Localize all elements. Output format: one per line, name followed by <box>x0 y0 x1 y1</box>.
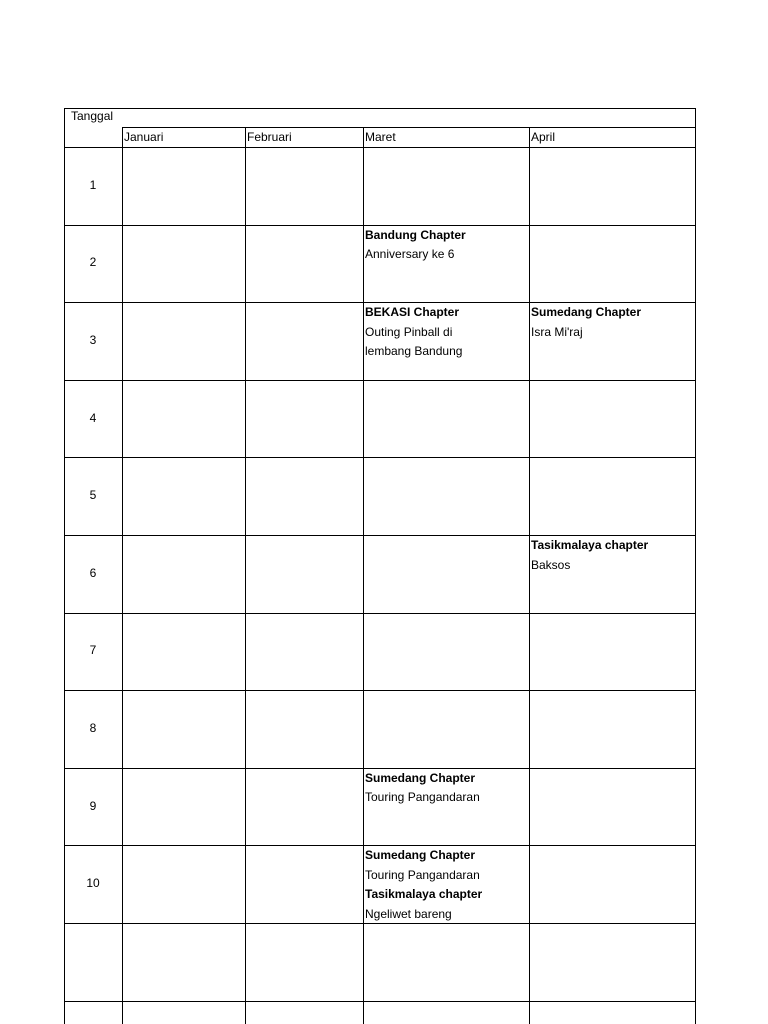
row-day-number: 2 <box>89 255 97 269</box>
event-line: Sumedang Chapter <box>365 848 476 862</box>
grid-hline <box>64 147 696 148</box>
event-line: Tasikmalaya chapter <box>365 887 483 901</box>
grid-hline <box>64 690 696 691</box>
grid-vline <box>529 127 530 1024</box>
event-line: Sumedang Chapter <box>531 305 642 319</box>
month-header: Januari <box>124 130 164 144</box>
row-day-number: 3 <box>89 333 97 347</box>
event-line: Isra Mi'raj <box>531 325 583 339</box>
event-line: Tasikmalaya chapter <box>531 538 649 552</box>
event-line: Bandung Chapter <box>365 228 466 242</box>
grid-vline <box>245 127 246 1024</box>
grid-hline <box>64 1001 696 1002</box>
row-day-number: 8 <box>89 721 97 735</box>
event-line: Ngeliwet bareng <box>365 907 452 921</box>
event-line: lembang Bandung <box>365 344 463 358</box>
month-header: April <box>531 130 556 144</box>
row-day-number: 7 <box>89 643 97 657</box>
row-day-number: 4 <box>89 411 97 425</box>
grid-vline <box>363 127 364 1024</box>
month-header: Februari <box>247 130 292 144</box>
event-line: BEKASI Chapter <box>365 305 460 319</box>
grid-vline <box>122 127 123 1024</box>
grid-hline <box>64 380 696 381</box>
event-line: Outing Pinball di <box>365 325 453 339</box>
row-day-number: 9 <box>89 799 97 813</box>
grid-hline <box>64 613 696 614</box>
row-day-number: 1 <box>89 178 97 192</box>
event-line: Touring Pangandaran <box>365 790 480 804</box>
grid-hline <box>64 108 696 109</box>
grid-hline <box>122 127 696 128</box>
row-day-number: 6 <box>89 566 97 580</box>
event-line: Baksos <box>531 558 571 572</box>
month-header: Maret <box>365 130 396 144</box>
event-line: Sumedang Chapter <box>365 771 476 785</box>
event-line: Anniversary ke 6 <box>365 247 455 261</box>
grid-hline <box>64 457 696 458</box>
row-day-number: 5 <box>89 488 97 502</box>
row-day-number: 10 <box>86 876 100 890</box>
event-line: Touring Pangandaran <box>365 868 480 882</box>
grid-vline <box>695 108 696 1024</box>
date-column-header: Tanggal <box>71 109 114 123</box>
